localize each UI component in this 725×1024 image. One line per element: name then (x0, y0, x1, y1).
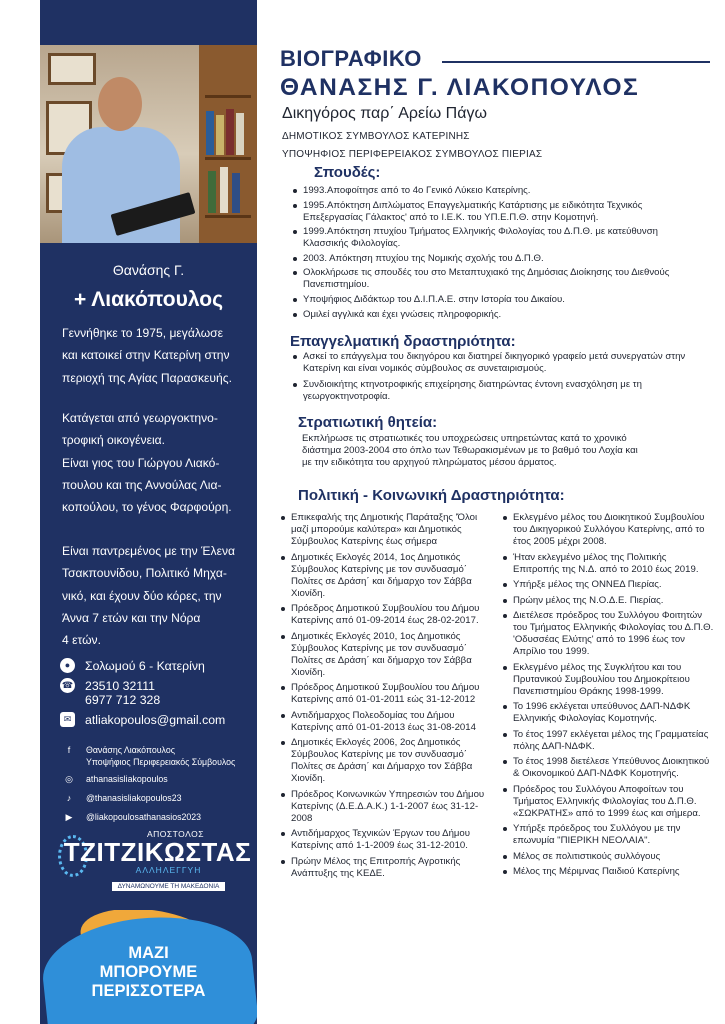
youtube-link[interactable] (62, 811, 201, 823)
list-item: 2003. Απόκτηση πτυχίου της Νομικής σχολής του Δ.Π.Θ. (292, 253, 702, 265)
list-item: Αντιδήμαρχος Τεχνικών Έργων του Δήμου Κατερίνης από 1-1-2009 έως 31-12-2010. (280, 828, 490, 852)
plus-icon: + (73, 288, 87, 311)
bio-line: Είναι παντρεμένος με την Έλενα (62, 544, 236, 558)
brand-sub: ΑΛΛΗΛΕΓΓΥΗ (135, 865, 202, 875)
list-item: Υπήρξε μέλος της ΟΝΝΕΔ Πιερίας. (502, 579, 714, 591)
facebook-subtitle: Υποψήφιος Περιφερειακός Σύμβουλος (86, 757, 236, 767)
email-text[interactable]: atliakopoulos@gmail.com (85, 712, 226, 727)
bio-paragraph-2 (62, 407, 252, 518)
brand-top: ΑΠΟΣΤΟΛΟΣ (146, 829, 205, 839)
name-first: Θανάσης Γ. (112, 262, 185, 278)
instagram-handle: athanasisliakopoulos (86, 774, 168, 784)
phone-icon: ☎ (60, 678, 75, 693)
bio-line: Κατάγεται από γεωργοκτηνο- (62, 411, 218, 425)
bio-line: πουλου και της Αννούλας Λια- (62, 477, 222, 492)
role: Δικηγόρος παρ΄ Αρείω Πάγω (282, 105, 487, 122)
list-item: Πρόεδρος Κοινωνικών Υπηρεσιών του Δήμου Κατερίνης (Δ.Ε.Δ.Α.Κ.) 1-1-2007 έως 31-12-2008 (280, 789, 490, 825)
list-item: Εκλεγμένο μέλος του Διοικητικού Συμβουλίου του Δικηγορικού Συλλόγου Κατερίνης, από το έτος 2005 μέχρι 2008. (502, 512, 714, 548)
military-paragraph (302, 433, 722, 470)
list-item: Το έτος 1998 διετέλεσε Υπεύθυνος Διοικητικού & Οικονομικού ΔΑΠ-ΝΔΦΚ Κομοτηνής. (502, 756, 714, 780)
bio-line: Άννα 7 ετών και την Νόρα (62, 610, 201, 625)
list-item: Πρώην μέλος της Ν.Ο.Δ.Ε. Πιερίας. (502, 595, 714, 607)
list-item: Αντιδήμαρχος Πολεοδομίας του Δήμου Κατερίνης από 01-01-2013 έως 31-08-2014 (280, 710, 490, 734)
cta-line: ΠΕΡΙΣΣΟΤΕΡΑ (91, 982, 206, 1000)
list-item: Υποψήφιος Διδάκτωρ του Δ.Ι.Π.Α.Ε. στην Ιστορία του Δικαίου. (292, 294, 702, 306)
list-item: Ομιλεί αγγλικά και έχει γνώσεις πληροφορικής. (292, 309, 702, 321)
phone-number-1: 23510 32111 (85, 678, 155, 693)
bio-line: Τσακπουνίδου, Πολιτικό Μηχα- (62, 566, 227, 581)
military-heading: Στρατιωτική θητεία: (298, 414, 438, 431)
address (60, 658, 205, 673)
list-item: Επικεφαλής της Δημοτικής Παράταξης 'Όλοι μαζί μπορούμε καλύτερα» και Δημοτικός Σύμβουλος Κατερίνης έως σήμερα (280, 512, 490, 548)
campaign-brand (40, 829, 257, 893)
bio-line: 4 ετών. (62, 633, 101, 648)
list-item: Πρόεδρος Δημοτικού Συμβουλίου του Δήμου Κατερίνης από 01-01-2011 εώς 31-12-2012 (280, 682, 490, 706)
address-text: Σολωμού 6 - Κατερίνη (85, 658, 205, 673)
bio-line: κοπούλου, το γένος Φαρφούρη. (62, 500, 232, 515)
bio-line: Γεννήθηκε το 1975, μεγάλωσε (62, 326, 223, 340)
tiktok-link[interactable] (62, 792, 182, 804)
cta-line: ΜΠΟΡΟΥΜΕ (99, 963, 198, 981)
facebook-icon: f (67, 745, 71, 755)
political-list-left (280, 512, 490, 883)
list-item: Εκλεγμένο μέλος της Συγκλήτου και του Πρυτανικού Συμβουλίου του Δημοκρίτειου Πανεπιστημίου Θράκης 1998-1999. (502, 662, 714, 698)
list-item: Πρόεδρος Δημοτικού Συμβουλίου του Δήμου Κατερίνης από 01-09-2014 έως 28-02-2017. (280, 603, 490, 627)
list-item: Πρόεδρος του Συλλόγου Αποφοίτων του Τμήματος Ελληνικής Φιλολογίας του Δ.Π.Θ. «ΣΩΚΡΑΤΗΣ» από το 1999 έως και σήμερα. (502, 784, 714, 820)
list-item: Συνδιοικήτης κτηνοτροφικής επιχείρησης διατηρώντας έντονη ενασχόληση με τη γεωργοκτηνοτροφία. (292, 379, 712, 403)
list-item: Πρώην Μέλος της Επιτροπής Αγροτικής Ανάπτυξης της ΚΕΔΕ. (280, 856, 490, 880)
list-item: Ασκεί το επάγγελμα του δικηγόρου και διατηρεί δικηγορικό γραφείο μετά συνεργατών στην Κατερίνη και είναι νομικός σύμβουλος σε συνεταιρισμούς. (292, 351, 712, 375)
page-title: ΒΙΟΓΡΑΦΙΚΟ (280, 46, 422, 71)
title-divider (442, 61, 710, 63)
phone-number-2: 6977 712 328 (85, 693, 161, 707)
political-list-right (502, 512, 714, 882)
role-municipal: ΔΗΜΟΤΙΚΟΣ ΣΥΜΒΟΥΛΟΣ ΚΑΤΕΡΙΝΗΣ (282, 131, 470, 142)
military-line: Εκπλήρωσε τις στρατιωτικές του υποχρεώσεις υπηρετώντας κατά το χρονικό (302, 433, 627, 444)
list-item: Ολοκλήρωσε τις σπουδές του στο Μεταπτυχιακό της Δημόσιας Διοίκησης του Διεθνούς Πανεπιστημίου. (292, 267, 702, 291)
youtube-handle: @liakopoulosathanasios2023 (86, 812, 202, 822)
brand-slogan: ΔΥΝΑΜΩΝΟΥΜΕ ΤΗ ΜΑΚΕΔΟΝΙΑ (112, 882, 226, 891)
professional-list (292, 351, 712, 406)
brand-name: ΤΖΙΤΖΙΚΩΣΤΑΣ (63, 837, 252, 867)
professional-heading: Επαγγελματική δραστηριότητα: (290, 333, 516, 350)
bio-line: νικό, και έχουν δύο κόρες, την (62, 588, 222, 603)
candidate-photo (40, 45, 257, 243)
political-heading: Πολιτική - Κοινωνική Δραστηριότητα: (298, 487, 565, 504)
bio-line: και κατοικεί στην Κατερίνη στην (62, 348, 230, 363)
military-line: διάστημα 2003-2004 στο όπλο των Τεθωρακισμένων με το βαθμό του Λοχία και (302, 445, 638, 457)
facebook-link[interactable] (62, 744, 235, 768)
facebook-name: Θανάσης Λιακόπουλος (86, 745, 175, 755)
list-item: Το έτος 1997 εκλέγεται μέλος της Γραμματείας πόλης ΔΑΠ-ΝΔΦΚ. (502, 729, 714, 753)
instagram-link[interactable] (62, 773, 168, 785)
list-item: Διετέλεσε πρόεδρος του Συλλόγου Φοιτητών του Τμήματος Ελληνικής Φιλολογίας του Δ.Π.Θ. 'Οδυσσέας Ελύτης' από το 1996 έως τον Απρίλιο του 1999. (502, 610, 714, 658)
name-last: Λιακόπουλος (91, 288, 224, 311)
cta-line: ΜΑΖΙ (128, 944, 169, 962)
studies-heading: Σπουδές: (314, 164, 381, 181)
list-item: Μέλος σε πολιτιστικούς συλλόγους (502, 851, 714, 863)
cta-banner (40, 910, 257, 1024)
bio-line: Είναι γιος του Γιώργου Λιακό- (62, 455, 220, 470)
full-name: ΘΑΝΑΣΗΣ Γ. ΛΙΑΚΟΠΟΥΛΟΣ (280, 74, 640, 101)
name-last-row (40, 288, 257, 312)
location-pin-icon: ● (60, 658, 75, 673)
list-item: Δημοτικές Εκλογές 2006, 2ος Δημοτικός Σύμβουλος Κατερίνης με τον συνδυασμό΄ Πολίτες σε Δράση΄ και Δήμαρχο τον Σάββα Χιονίδη. (280, 737, 490, 785)
bio-paragraph-3 (62, 540, 252, 651)
list-item: Δημοτικές Εκλογές 2010, 1ος Δημοτικός Σύμβουλος Κατερίνης με τον συνδυασμό΄ Πολίτες σε Δράση΄ και δήμαρχο τον Σάββα Χιονίδη. (280, 631, 490, 679)
list-item: 1995.Απόκτηση Διπλώματος Επαγγελματικής Κατάρτισης με ειδικότητα Τεχνικός Επεξεργασίας Γάλακτος' από το Ι.Ε.Κ. του ΥΠ.Ε.Π.Θ. στην Κομοτηνή. (292, 200, 702, 224)
bio-line: περιοχή της Αγίας Παρασκευής. (62, 370, 232, 385)
youtube-icon: ▶ (65, 812, 73, 822)
military-line: με την ειδικότητα του αρχηγού πληρώματος μέσου άρματος. (302, 457, 557, 469)
studies-list (292, 185, 702, 323)
tiktok-handle: @thanasisliakopoulos23 (86, 793, 182, 803)
list-item: Δημοτικές Εκλογές 2014, 1ος Δημοτικός Σύμβουλος Κατερίνης με τον συνδυασμό΄ Πολίτες σε Δράση΄ και δήμαρχο τον Σάββα Χιονίδη. (280, 552, 490, 600)
list-item: Μέλος της Μέριμνας Παιδιού Κατερίνης (502, 866, 714, 878)
list-item: 1999.Απόκτηση πτυχίου Τμήματος Ελληνικής Φιλολογίας του Δ.Π.Θ. με κατεύθυνση Κλασσικής Φιλολογίας. (292, 226, 702, 250)
list-item: Ήταν εκλεγμένο μέλος της Πολιτικής Επιτροπής της Ν.Δ. από το 2010 έως 2019. (502, 552, 714, 576)
phone (60, 678, 155, 693)
sidebar (40, 0, 257, 1024)
list-item: Το 1996 εκλέγεται υπεύθυνος ΔΑΠ-ΝΔΦΚ Ελληνικής Φιλολογίας Κομοτηνής. (502, 701, 714, 725)
tiktok-icon: ♪ (66, 793, 72, 803)
list-item: Υπήρξε πρόεδρος του Συλλόγου με την επωνυμία "ΠΙΕΡΙΚΗ ΝΕΟΛΑΙΑ". (502, 823, 714, 847)
email[interactable] (60, 712, 225, 727)
bio-paragraph-1 (62, 322, 252, 389)
email-icon: ✉ (60, 712, 75, 727)
instagram-icon: ◎ (65, 774, 73, 784)
role-candidate: ΥΠΟΨΗΦΙΟΣ ΠΕΡΙΦΕΡΕΙΑΚΟΣ ΣΥΜΒΟΥΛΟΣ ΠΙΕΡΙΑΣ (282, 149, 543, 160)
phone-2 (85, 693, 160, 707)
list-item: 1993.Αποφοίτησε από το 4ο Γενικό Λύκειο Κατερίνης. (292, 185, 702, 197)
bio-line: τροφική οικογένεια. (62, 433, 165, 448)
